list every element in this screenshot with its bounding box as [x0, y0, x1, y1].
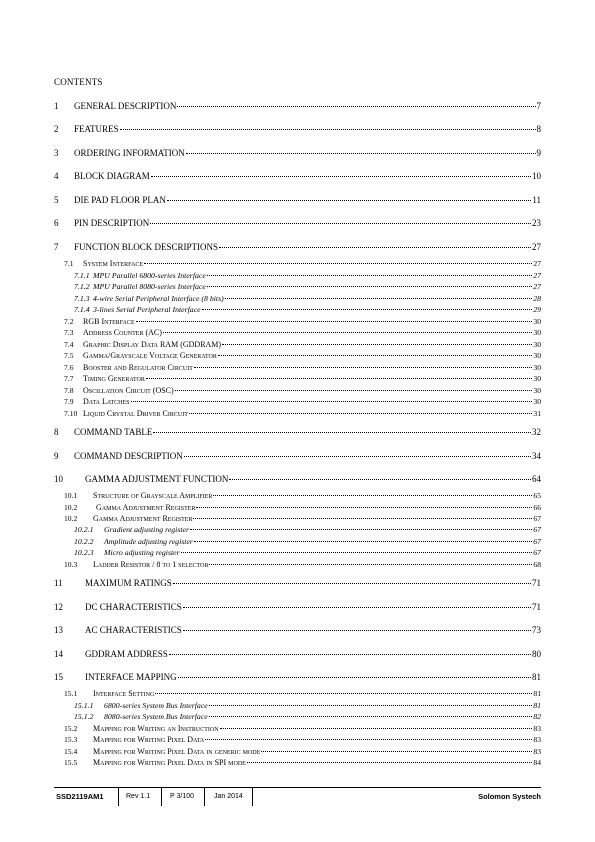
toc-dot-leader	[229, 479, 531, 480]
toc-entry-number: 9	[54, 451, 59, 461]
toc-dot-leader	[222, 344, 532, 345]
toc-dot-leader	[190, 529, 532, 530]
footer-document-id: SSD2119AM1	[56, 792, 104, 801]
toc-entry-number: 3	[54, 148, 59, 158]
toc-entry-title: 4-wire Serial Peripheral Interface (8 bits)	[93, 294, 224, 303]
toc-entry-page: 27	[533, 259, 541, 268]
toc-dot-leader	[178, 677, 531, 678]
toc-entry-page: 71	[532, 602, 541, 612]
toc-entry-number: 10.2	[64, 503, 78, 512]
toc-entry-title: DIE PAD FLOOR PLAN	[74, 195, 166, 205]
toc-entry[interactable]	[74, 712, 541, 721]
toc-entry-title: Mapping for Writing Pixel Data in SPI mode	[93, 758, 246, 767]
toc-dot-leader	[209, 564, 532, 565]
toc-entry-number: 15	[54, 672, 63, 682]
toc-entry[interactable]	[64, 724, 541, 733]
toc-entry-number: 10.2.3	[74, 548, 94, 557]
toc-entry-number: 10	[54, 474, 63, 484]
toc-entry-title: Liquid Crystal Driver Circuit	[83, 409, 188, 418]
toc-entry-page: 29	[533, 305, 541, 314]
toc-entry-number: 7.9	[64, 397, 74, 406]
toc-entry[interactable]	[54, 101, 541, 111]
toc-dot-leader	[220, 728, 533, 729]
toc-entry[interactable]	[54, 672, 541, 682]
toc-entry-number: 7.1.2	[74, 282, 90, 291]
toc-entry-page: 27	[533, 282, 541, 291]
toc-entry-page: 23	[532, 218, 541, 228]
toc-entry[interactable]	[64, 340, 541, 349]
toc-entry-page: 64	[532, 474, 541, 484]
toc-entry[interactable]	[74, 701, 541, 710]
toc-entry-page: 81	[533, 689, 541, 698]
footer-date: Jan 2014	[214, 793, 243, 800]
toc-entry-page: 27	[533, 271, 541, 280]
toc-dot-leader	[177, 106, 535, 107]
toc-entry-title: BLOCK DIAGRAM	[74, 171, 150, 181]
footer-divider	[118, 788, 119, 806]
toc-entry-number: 10.2	[64, 514, 78, 523]
toc-dot-leader	[186, 153, 536, 154]
toc-entry-title: MPU Parallel 8080-series Interface	[93, 282, 206, 291]
toc-entry-title: AC CHARACTERISTICS	[85, 625, 182, 635]
toc-entry-title: Gradient adjusting register	[104, 525, 190, 534]
toc-entry-number: 7	[54, 242, 59, 252]
toc-dot-leader	[196, 507, 532, 508]
toc-entry-title: FUNCTION BLOCK DESCRIPTIONS	[74, 242, 219, 252]
toc-entry-title: COMMAND TABLE	[74, 427, 153, 437]
toc-entry-number: 7.1	[64, 259, 74, 268]
toc-entry-page: 28	[533, 294, 541, 303]
toc-entry-number: 7.1.1	[74, 271, 90, 280]
toc-entry[interactable]	[64, 259, 541, 268]
toc-entry-number: 12	[54, 602, 63, 612]
footer-divider	[161, 788, 162, 806]
toc-entry-page: 30	[533, 328, 541, 337]
toc-dot-leader	[120, 129, 536, 130]
toc-entry-number: 10.3	[64, 560, 78, 569]
toc-entry-title: Ladder Resistor / 8 to 1 selector	[93, 560, 209, 569]
toc-dot-leader	[218, 355, 533, 356]
toc-dot-leader	[193, 518, 532, 519]
toc-entry-number: 8	[54, 427, 59, 437]
toc-entry-title: Interface Setting	[93, 689, 155, 698]
toc-entry-number: 15.5	[64, 758, 78, 767]
toc-entry[interactable]	[54, 474, 541, 484]
toc-entry-page: 65	[533, 491, 541, 500]
toc-dot-leader	[209, 716, 532, 717]
toc-entry-title: COMMAND DESCRIPTION	[74, 451, 183, 461]
toc-dot-leader	[183, 630, 531, 631]
page-heading: CONTENTS	[54, 77, 103, 87]
toc-entry[interactable]	[54, 451, 541, 461]
toc-entry-page: 80	[532, 649, 541, 659]
toc-entry-title: ORDERING INFORMATION	[74, 148, 185, 158]
toc-entry-page: 68	[533, 560, 541, 569]
toc-entry-title: Timing Generator	[83, 374, 145, 383]
toc-entry[interactable]	[54, 124, 541, 134]
toc-dot-leader	[131, 401, 533, 402]
toc-dot-leader	[163, 332, 533, 333]
toc-entry-number: 1	[54, 101, 59, 111]
toc-dot-leader	[219, 247, 531, 248]
toc-entry[interactable]	[54, 148, 541, 158]
footer-revision: Rev 1.1	[126, 793, 151, 800]
toc-entry-number: 7.7	[64, 374, 74, 383]
toc-entry-title: Graphic Display Data RAM (GDDRAM)	[83, 340, 222, 349]
toc-entry[interactable]	[64, 386, 541, 395]
toc-entry-page: 71	[532, 578, 541, 588]
toc-entry-title: PIN DESCRIPTION	[74, 218, 150, 228]
toc-entry-number: 10.1	[64, 491, 78, 500]
toc-entry-title: Gamma/Grayscale Voltage Generator	[83, 351, 217, 360]
toc-dot-leader	[261, 751, 532, 752]
toc-entry-title: Mapping for Writing Pixel Data in generic mode	[93, 747, 261, 756]
toc-entry-page: 67	[533, 514, 541, 523]
toc-entry-page: 30	[533, 317, 541, 326]
toc-entry-number: 15.2	[64, 724, 78, 733]
toc-dot-leader	[136, 321, 533, 322]
toc-entry-title: Mapping for Writing an Instruction	[93, 724, 219, 733]
toc-dot-leader	[153, 432, 531, 433]
toc-entry[interactable]	[74, 294, 541, 303]
toc-entry-number: 15.1	[64, 689, 78, 698]
toc-entry-page: 30	[533, 363, 541, 372]
toc-entry[interactable]	[54, 242, 541, 252]
toc-entry[interactable]	[54, 195, 541, 205]
toc-entry-title: Oscillation Circuit (OSC)	[83, 386, 174, 395]
toc-entry[interactable]	[64, 689, 541, 698]
toc-entry[interactable]	[54, 171, 541, 181]
toc-entry-number: 15.1.2	[74, 712, 94, 721]
toc-dot-leader	[207, 286, 532, 287]
toc-entry-title: Address Counter (AC)	[83, 328, 162, 337]
toc-entry-title: Data Latches	[83, 397, 130, 406]
toc-dot-leader	[173, 583, 531, 584]
footer-page-number: P 3/100	[170, 793, 195, 800]
toc-entry-title: MAXIMUM RATINGS	[85, 578, 172, 588]
toc-entry-page: 31	[533, 409, 541, 418]
toc-dot-leader	[183, 607, 531, 608]
toc-dot-leader	[150, 223, 531, 224]
toc-dot-leader	[194, 541, 532, 542]
toc-entry-title: 3-lines Serial Peripheral Interface	[93, 305, 201, 314]
toc-entry[interactable]	[74, 525, 541, 534]
toc-entry[interactable]	[64, 317, 541, 326]
toc-entry-number: 10.2.2	[74, 537, 94, 546]
toc-entry-number: 11	[54, 578, 63, 588]
toc-dot-leader	[151, 176, 531, 177]
toc-entry-number: 7.6	[64, 363, 74, 372]
toc-dot-leader	[144, 263, 532, 264]
toc-entry-page: 83	[533, 735, 541, 744]
toc-entry-number: 7.4	[64, 340, 74, 349]
toc-dot-leader	[175, 390, 533, 391]
toc-entry-number: 15.4	[64, 747, 78, 756]
toc-entry-page: 11	[532, 195, 541, 205]
toc-dot-leader	[155, 693, 532, 694]
toc-entry-title: MPU Parallel 6800-series Interface	[93, 271, 206, 280]
toc-dot-leader	[189, 413, 533, 414]
toc-entry-page: 9	[536, 148, 541, 158]
toc-dot-leader	[169, 654, 531, 655]
toc-dot-leader	[181, 552, 533, 553]
toc-entry-page: 67	[533, 548, 541, 557]
toc-entry[interactable]	[74, 282, 541, 291]
toc-entry-number: 7.3	[64, 328, 74, 337]
toc-entry[interactable]	[64, 328, 541, 337]
toc-entry[interactable]	[64, 503, 541, 512]
toc-entry[interactable]	[54, 602, 541, 612]
page-footer	[54, 787, 541, 808]
toc-entry-number: 14	[54, 649, 63, 659]
toc-entry-page: 34	[532, 451, 541, 461]
toc-entry-number: 13	[54, 625, 63, 635]
toc-entry-page: 83	[533, 747, 541, 756]
toc-dot-leader	[194, 367, 533, 368]
toc-entry-number: 7.1.3	[74, 294, 90, 303]
toc-entry-page: 82	[533, 712, 541, 721]
toc-entry-page: 27	[532, 242, 541, 252]
toc-entry-number: 7.8	[64, 386, 74, 395]
toc-entry-title: FEATURES	[74, 124, 119, 134]
toc-entry-title: Micro adjusting register	[104, 548, 180, 557]
toc-entry-page: 84	[533, 758, 541, 767]
toc-entry[interactable]	[64, 560, 541, 569]
toc-entry-page: 67	[533, 537, 541, 546]
toc-entry[interactable]	[54, 218, 541, 228]
toc-entry-page: 30	[533, 374, 541, 383]
toc-entry-page: 67	[533, 525, 541, 534]
toc-entry-number: 15.3	[64, 735, 78, 744]
toc-entry-page: 81	[533, 701, 541, 710]
toc-dot-leader	[247, 762, 533, 763]
toc-entry-page: 8	[536, 124, 541, 134]
footer-divider	[204, 788, 205, 806]
toc-entry-page: 83	[533, 724, 541, 733]
toc-entry-number: 5	[54, 195, 59, 205]
toc-entry[interactable]	[64, 409, 541, 418]
toc-entry-number: 7.5	[64, 351, 74, 360]
toc-entry[interactable]	[74, 271, 541, 280]
toc-entry[interactable]	[54, 427, 541, 437]
toc-entry-title: Mapping for Writing Pixel Data	[93, 735, 205, 744]
toc-entry-title: GAMMA ADJUSTMENT FUNCTION	[85, 474, 229, 484]
toc-entry-number: 7.2	[64, 317, 74, 326]
toc-entry-number: 7.10	[64, 409, 78, 418]
toc-entry-page: 30	[533, 340, 541, 349]
toc-entry-number: 2	[54, 124, 59, 134]
toc-entry-title: Gamma Adjustment Register	[93, 514, 193, 523]
toc-entry[interactable]	[74, 537, 541, 546]
toc-entry-page: 30	[533, 351, 541, 360]
toc-entry-title: INTERFACE MAPPING	[85, 672, 177, 682]
footer-divider	[252, 788, 253, 806]
toc-entry[interactable]	[64, 397, 541, 406]
toc-entry-title: DC CHARACTERISTICS	[85, 602, 182, 612]
toc-entry-number: 6	[54, 218, 59, 228]
toc-entry-page: 73	[532, 625, 541, 635]
toc-entry[interactable]	[54, 649, 541, 659]
toc-entry-page: 66	[533, 503, 541, 512]
toc-dot-leader	[146, 378, 533, 379]
toc-entry-page: 30	[533, 397, 541, 406]
toc-entry[interactable]	[64, 747, 541, 756]
toc-entry[interactable]	[64, 374, 541, 383]
toc-entry[interactable]	[64, 514, 541, 523]
toc-dot-leader	[167, 200, 531, 201]
toc-entry-page: 32	[532, 427, 541, 437]
toc-entry-number: 4	[54, 171, 59, 181]
toc-entry-page: 81	[532, 672, 541, 682]
toc-dot-leader	[205, 739, 532, 740]
toc-entry[interactable]	[74, 548, 541, 557]
toc-entry[interactable]	[54, 578, 541, 588]
toc-entry[interactable]	[64, 758, 541, 767]
toc-entry[interactable]	[64, 735, 541, 744]
toc-dot-leader	[202, 309, 533, 310]
toc-entry-number: 7.1.4	[74, 305, 90, 314]
toc-dot-leader	[225, 298, 532, 299]
toc-entry-title: GDDRAM ADDRESS	[85, 649, 168, 659]
toc-entry[interactable]	[64, 351, 541, 360]
toc-dot-leader	[184, 456, 531, 457]
toc-entry-title: Structure of Grayscale Amplifier	[93, 491, 213, 500]
toc-entry-number: 10.2.1	[74, 525, 94, 534]
toc-entry-title: Gamma Adjustment Register	[96, 503, 196, 512]
toc-dot-leader	[209, 705, 532, 706]
toc-entry-title: Amplitude adjusting register	[104, 537, 193, 546]
toc-entry-title: RGB Interface	[83, 317, 135, 326]
toc-entry-title: 8080-series System Bus Interface	[104, 712, 208, 721]
toc-entry-number: 15.1.1	[74, 701, 94, 710]
toc-entry-title: Booster and Regulator Circuit	[83, 363, 193, 372]
toc-entry-page: 30	[533, 386, 541, 395]
toc-entry-title: System Interface	[83, 259, 144, 268]
toc-dot-leader	[213, 495, 532, 496]
toc-entry-page: 10	[532, 171, 541, 181]
toc-entry-page: 7	[536, 101, 541, 111]
toc-entry[interactable]	[54, 625, 541, 635]
toc-entry-title: GENERAL DESCRIPTION	[74, 101, 177, 111]
toc-entry[interactable]	[64, 363, 541, 372]
footer-company-name: Solomon Systech	[478, 792, 541, 801]
toc-entry-title: 6800-series System Bus Interface	[104, 701, 208, 710]
toc-dot-leader	[207, 275, 532, 276]
toc-entry[interactable]	[64, 491, 541, 500]
toc-entry[interactable]	[74, 305, 541, 314]
